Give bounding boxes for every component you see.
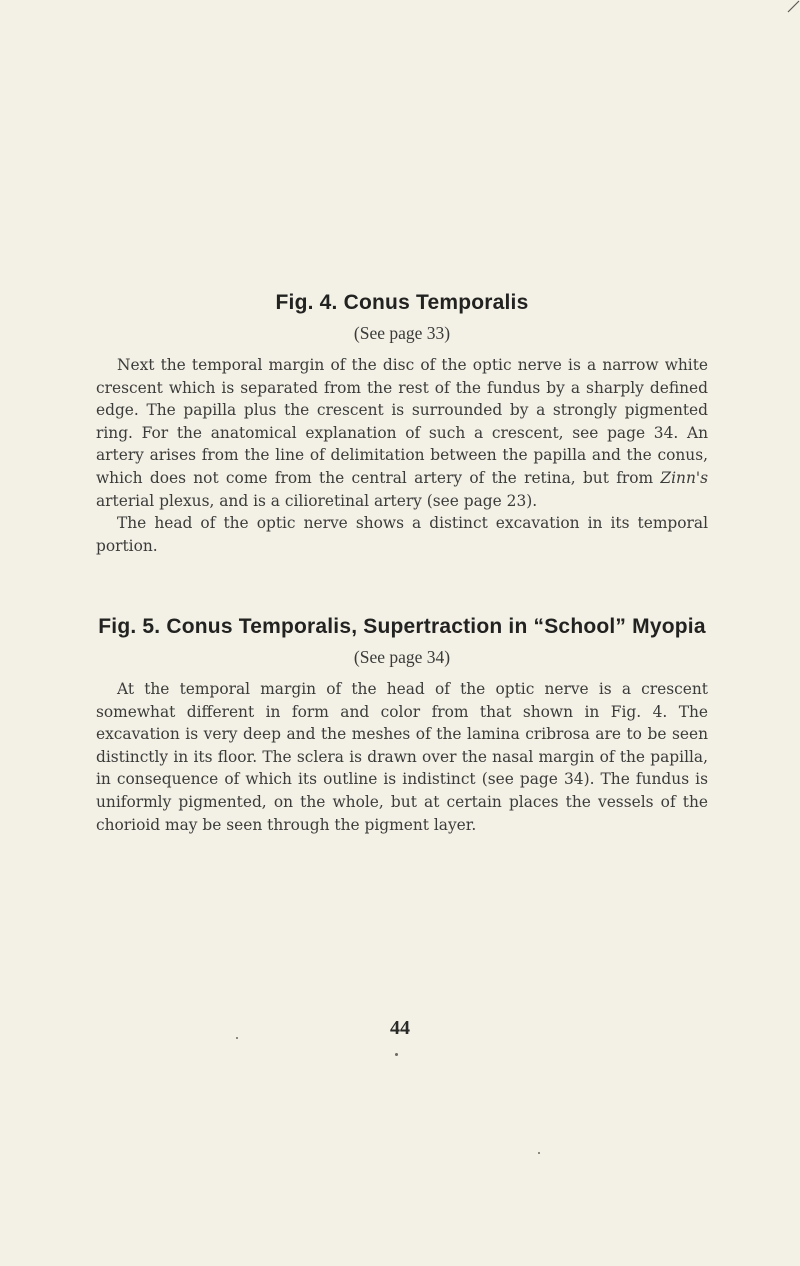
fig-4-paragraph-1-italic: Zinn's bbox=[660, 468, 708, 487]
page-number: 44 bbox=[390, 1017, 410, 1039]
fig-4-page-reference: (See page 33) bbox=[353, 323, 451, 343]
fig-4-paragraph-1-text-a: Next the temporal margin of the disc of the optic nerve is a narrow white crescent which is separated from the rest of the fundus by a sharply defined edge. The papilla plus the crescent is surrounded by a strongly pigmented ring. For the anatomical explanation of such a crescent, see page 34. An artery arises from the line of delimitation between the papilla and the conus, which does not come from the central artery of the retina, but from bbox=[96, 356, 708, 487]
fig-4-paragraph-1 bbox=[96, 354, 708, 512]
fig-4-paragraph-1-text-b: arterial plexus, and is a cilioretinal artery (see page 23). bbox=[96, 491, 538, 510]
section-fig-5 bbox=[96, 612, 708, 836]
print-speck bbox=[538, 1152, 540, 1154]
fig-5-page-reference: (See page 34) bbox=[353, 647, 451, 667]
section-fig-4 bbox=[96, 288, 708, 557]
fig-5-heading: Fig. 5. Conus Temporalis, Supertraction in “School” Myopia bbox=[98, 615, 706, 638]
fig-5-paragraph-1: At the temporal margin of the head of the optic nerve is a crescent somewhat different in form and color from that shown in Fig. 4. The excavation is very deep and the meshes of the lamina cribrosa are to be seen distinctly in its floor. The sclera is drawn over the nasal margin of the papilla, in consequence of which its outline is indistinct (see page 34). The fundus is uniformly pigmented, on the whole, but at certain places the vessels of the chorioid may be seen through the pigment layer. bbox=[96, 680, 708, 834]
fig-4-heading: Fig. 4. Conus Temporalis bbox=[275, 291, 529, 314]
print-speck bbox=[236, 1037, 238, 1039]
print-speck bbox=[395, 1053, 398, 1056]
fig-4-paragraph-2: The head of the optic nerve shows a distinct excavation in its temporal portion. bbox=[96, 514, 708, 555]
corner-mark-decoration bbox=[782, 0, 800, 18]
